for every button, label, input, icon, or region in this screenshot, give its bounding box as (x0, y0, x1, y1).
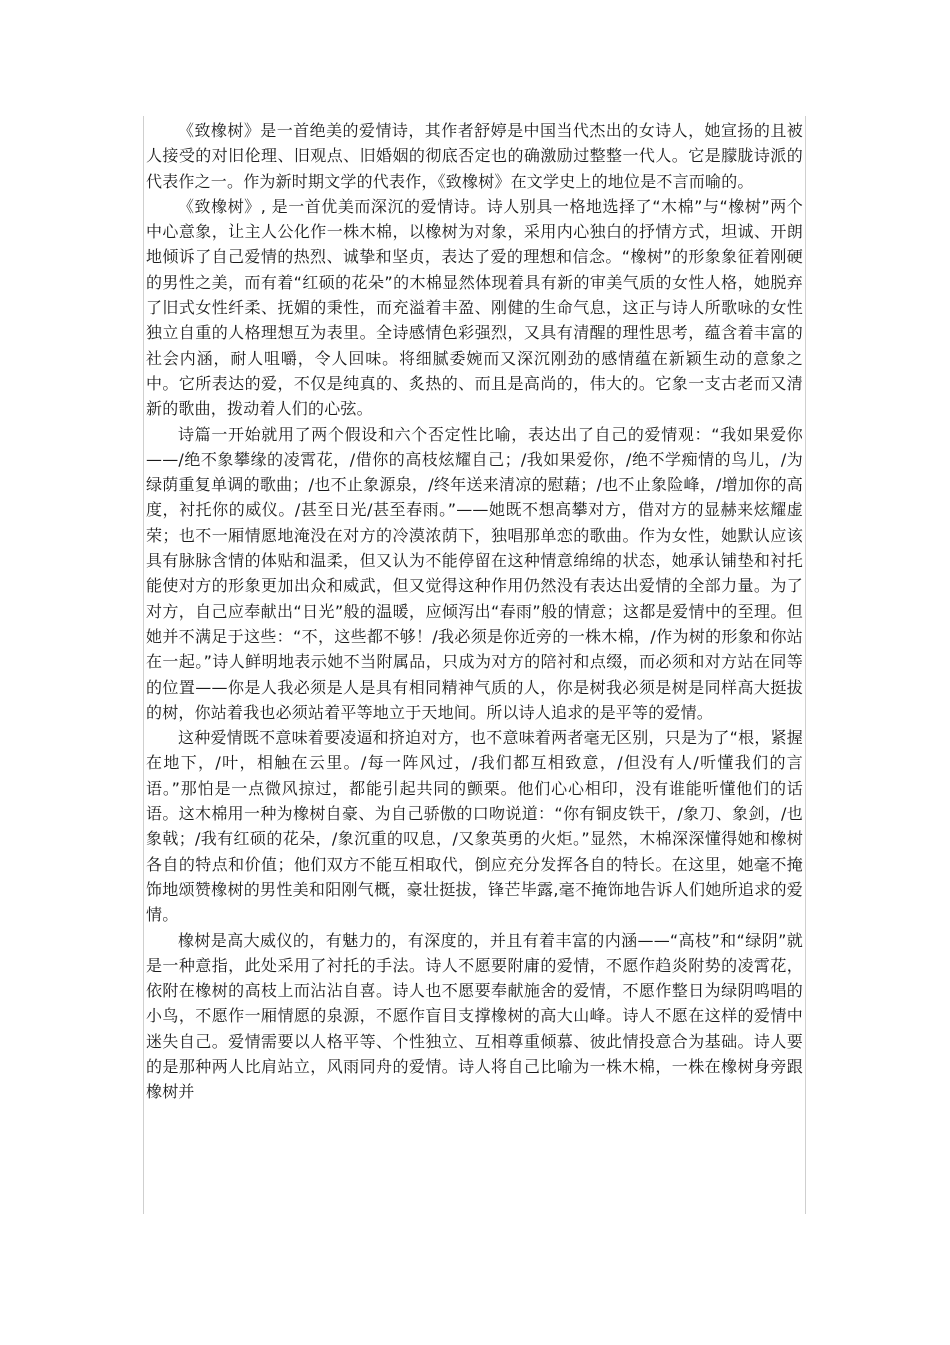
paragraph-5: 橡树是高大威仪的，有魅力的，有深度的，并且有着丰富的内涵——“高枝”和“绿阴”就是一种意指，此处采用了衬托的手法。诗人不愿要附庸的爱情，不愿作趋炎附势的凌霄花，依附在橡树的高枝上而沾沾自喜。诗人也不愿要奉献施舍的爱情，不愿作整日为绿阴鸣唱的小鸟，不愿作一厢情愿的泉源，不愿作盲目支撑橡树的高大山峰。诗人不愿在这样的爱情中迷失自己。爱情需要以人格平等、个性独立、互相尊重倾慕、彼此情投意合为基础。诗人要的是那种两人比肩站立，风雨同舟的爱情。诗人将自己比喻为一株木棉，一株在橡树身旁跟橡树并 (146, 930, 803, 1102)
paragraph-2: 《致橡树》, 是一首优美而深沉的爱情诗。诗人别具一格地选择了“木棉”与“橡树”两个中心意象，让主人公化作一株木棉，以橡树为对象，采用内心独白的抒情方式，坦诚、开朗地倾诉了自己爱情的热烈、诚挚和坚贞，表达了爱的理想和信念。“橡树”的形象象征着刚硬的男性之美，而有着“红硕的花朵”的木棉显然体现着具有新的审美气质的女性人格，她脱弃了旧式女性纤柔、抚媚的秉性，而充溢着丰盈、刚健的生命气息，这正与诗人所歌咏的女性独立自重的人格理想互为表里。全诗感情色彩强烈，又具有清醒的理性思考，蕴含着丰富的社会内涵，耐人咀嚼，令人回味。将细腻委婉而又深沉刚劲的感情蕴在新颖生动的意象之中。它所表达的爱，不仅是纯真的、炙热的、而且是高尚的，伟大的。它象一支古老而又清新的歌曲，拨动着人们的心弦。 (146, 196, 803, 419)
paragraph-3: 诗篇一开始就用了两个假设和六个否定性比喻，表达出了自己的爱情观：“我如果爱你——/绝不象攀缘的凌霄花，/借你的高枝炫耀自己；/我如果爱你，/绝不学痴情的鸟儿，/为绿荫重复单调的歌曲；/也不止象源泉，/终年送来清凉的慰藉；/也不止象险峰，/增加你的高度，衬托你的威仪。/甚至日光/甚至春雨。”——她既不想高攀对方，借对方的显赫来炫耀虚荣；也不一厢情愿地淹没在对方的冷漠浓荫下，独唱那单恋的歌曲。作为女性，她默认应该具有脉脉含情的体贴和温柔，但又认为不能停留在这种情意绵绵的状态，她承认铺垫和衬托能使对方的形象更加出众和威武，但又觉得这种作用仍然没有表达出爱情的全部力量。为了对方，自己应奉献出“日光”般的温暖，应倾泻出“春雨”般的情意；这都是爱情中的至理。但她并不满足于这些：“不，这些都不够！/我必须是你近旁的一株木棉，/作为树的形象和你站在一起。”诗人鲜明地表示她不当附属品，只成为对方的陪衬和点缀，而必须和对方站在同等的位置——你是人我必须是人是具有相同精神气质的人，你是树我必须是树是同样高大挺拔的树，你站着我也必须站着平等地立于天地间。所以诗人追求的是平等的爱情。 (146, 424, 803, 722)
document-page (143, 116, 806, 1214)
document-body (144, 116, 805, 1105)
paragraph-1: 《致橡树》是一首绝美的爱情诗，其作者舒婷是中国当代杰出的女诗人，她宣扬的且被人接受的对旧伦理、旧观点、旧婚姻的彻底否定也的确激励过整整一代人。它是朦胧诗派的代表作之一。作为新时期文学的代表作，《致橡树》在文学史上的地位是不言而喻的。 (146, 121, 803, 191)
paragraph-4: 这种爱情既不意味着要凌逼和挤迫对方，也不意味着两者毫无区别，只是为了“根，紧握在地下，/叶，相触在云里。/每一阵风过，/我们都互相致意，/但没有人/听懂我们的言语。”那怕是一点微风掠过，都能引起共同的颤栗。他们心心相印，没有谁能听懂他们的话语。这木棉用一种为橡树自豪、为自己骄傲的口吻说道：“你有铜皮铁干，/象刀、象剑，/也象戟；/我有红硕的花朵，/象沉重的叹息，/又象英勇的火炬。”显然，木棉深深懂得她和橡树各自的特点和价值；他们双方不能互相取代，倒应充分发挥各自的特长。在这里，她毫不掩饰地颂赞橡树的男性美和阳刚气概，豪壮挺拔，锋芒毕露,毫不掩饰地告诉人们她所追求的爱情。 (146, 728, 803, 925)
